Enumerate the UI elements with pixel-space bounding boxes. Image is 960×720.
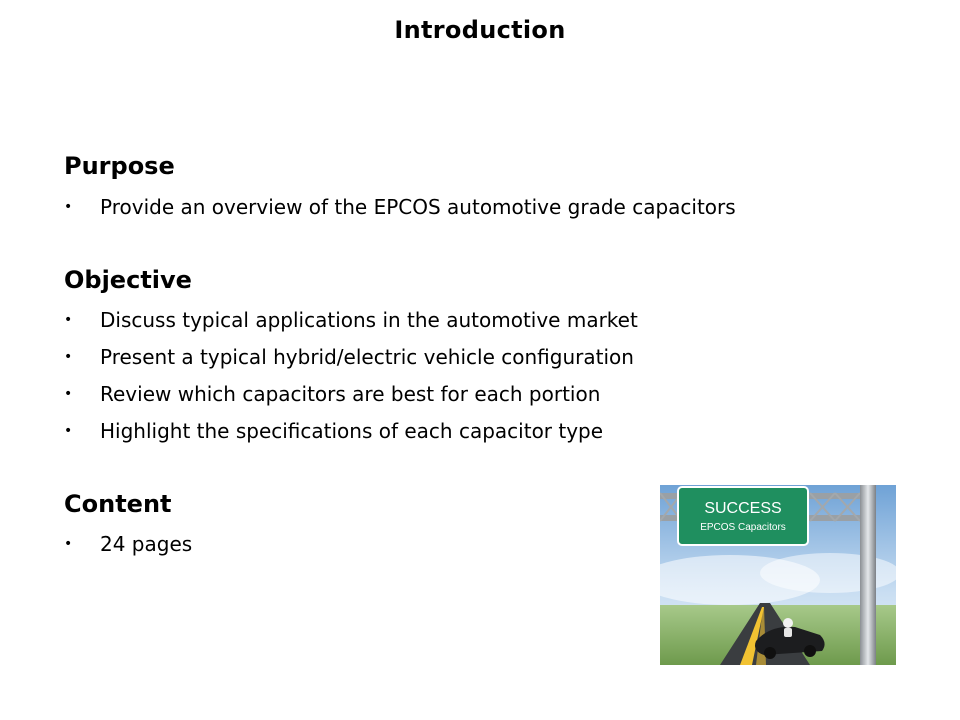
sign-line-2: EPCOS Capacitors xyxy=(700,522,786,533)
list-item-text: Present a typical hybrid/electric vehicle configuration xyxy=(100,345,634,369)
objective-list xyxy=(64,302,638,450)
list-item xyxy=(64,302,638,339)
list-item-text: 24 pages xyxy=(100,532,193,556)
sign-line-1: SUCCESS xyxy=(704,500,782,517)
bullet-icon: • xyxy=(64,199,73,215)
success-road-illustration xyxy=(660,485,896,665)
content-heading: Content xyxy=(64,490,172,518)
list-item xyxy=(64,339,638,376)
bullet-icon: • xyxy=(64,536,73,552)
list-item-text: Review which capacitors are best for each portion xyxy=(100,382,601,406)
objective-heading: Objective xyxy=(64,266,192,294)
list-item xyxy=(64,413,638,450)
content-list xyxy=(64,526,192,563)
list-item xyxy=(64,376,638,413)
slide-title: Introduction xyxy=(394,16,566,44)
list-item-text: Discuss typical applications in the automotive market xyxy=(100,308,638,332)
list-item-text: Highlight the specifications of each capacitor type xyxy=(100,419,604,443)
list-item xyxy=(64,189,736,226)
list-item xyxy=(64,526,192,563)
purpose-heading: Purpose xyxy=(64,152,175,180)
list-item-text: Provide an overview of the EPCOS automotive grade capacitors xyxy=(100,195,736,219)
bullet-icon: • xyxy=(64,312,73,328)
bullet-icon: • xyxy=(64,423,73,439)
purpose-list xyxy=(64,189,736,226)
success-sign xyxy=(678,487,808,545)
bullet-icon: • xyxy=(64,386,73,402)
bullet-icon: • xyxy=(64,349,73,365)
